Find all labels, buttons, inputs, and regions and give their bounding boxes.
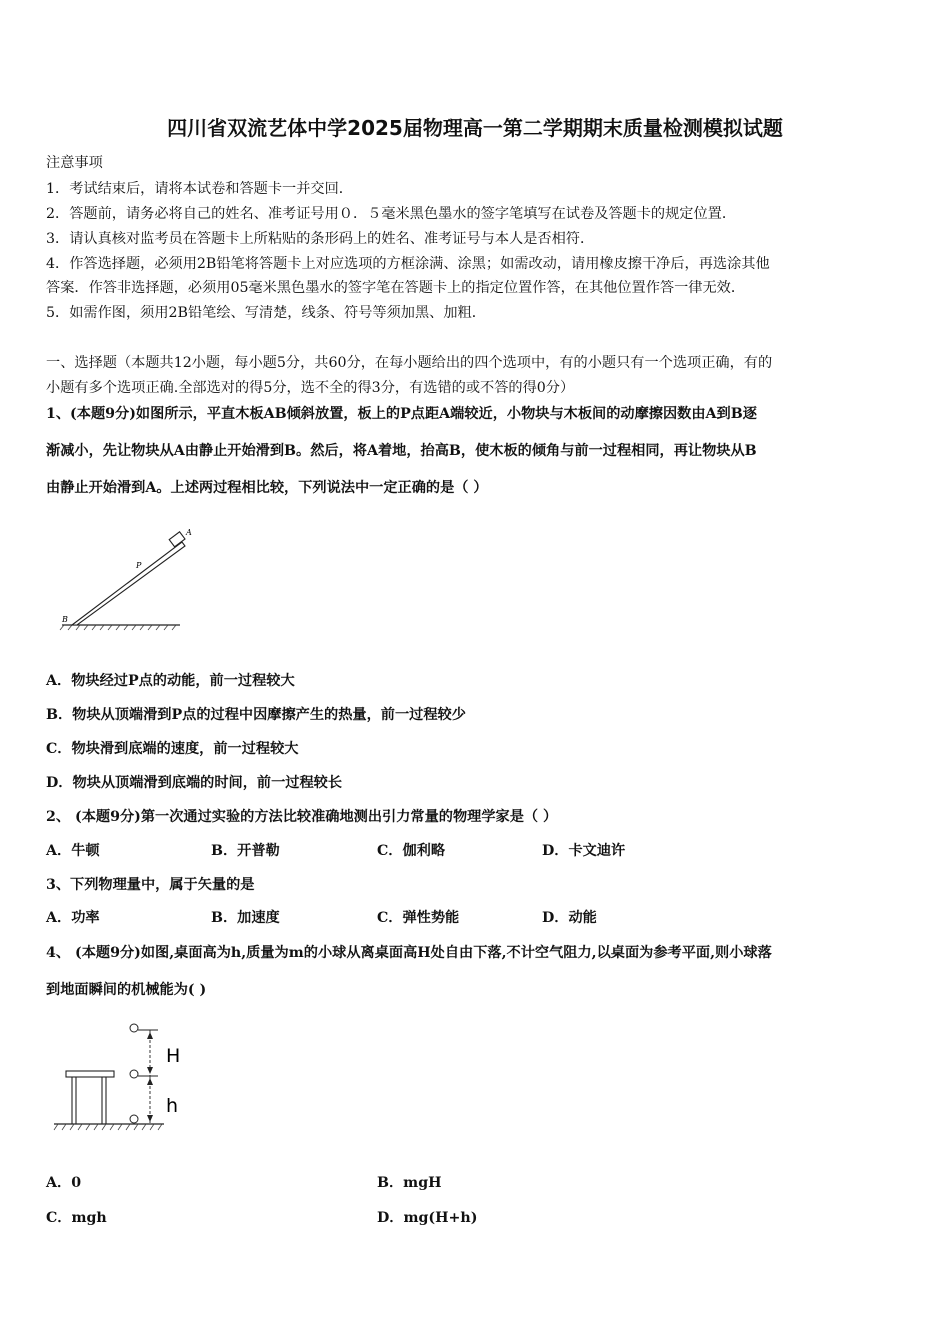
- label-b: B: [62, 615, 68, 624]
- ball-start: [130, 1024, 138, 1032]
- ground-hatch: [60, 625, 176, 630]
- q2-option-c[interactable]: C．伽利略: [377, 843, 446, 859]
- notice-item: 2．答题前，请务必将自己的姓名、准考证号用０．５毫米黑色墨水的签字笔填写在试卷及答题卡的规定位置．: [46, 206, 737, 222]
- q1-option-b[interactable]: B．物块从顶端滑到P点的过程中因摩擦产生的热量，前一过程较少: [46, 707, 466, 723]
- q1-stem-cont: 由静止开始滑到A。上述两过程相比较，下列说法中一定正确的是（ ）: [46, 480, 488, 496]
- notice-heading: 注意事项: [46, 155, 103, 171]
- q3-option-b[interactable]: B．加速度: [211, 910, 280, 926]
- notice-item: 5．如需作图，须用2B铅笔绘、写清楚，线条、符号等须加黑、加粗．: [46, 305, 486, 321]
- q4-option-c[interactable]: C．mgh: [46, 1210, 107, 1226]
- q1-stem-cont: 渐减小，先让物块从A由静止开始滑到B。然后，将A着地，抬高B，使木板的倾角与前一过程相同，再让物块从B: [46, 443, 757, 459]
- label-a: A: [186, 528, 192, 537]
- ball-table-level: [130, 1070, 138, 1078]
- q3-option-d[interactable]: D．动能: [542, 910, 597, 926]
- label-big-h: H: [166, 1045, 181, 1067]
- arrow-up: [147, 1078, 153, 1085]
- q4-option-b[interactable]: B．mgH: [377, 1175, 442, 1191]
- table-ball-figure: [50, 1020, 200, 1140]
- arrow-up: [147, 1032, 153, 1039]
- notice-item: 3．请认真核对监考员在答题卡上所粘贴的条形码上的姓名、准考证号与本人是否相符．: [46, 231, 595, 247]
- q2-option-d[interactable]: D．卡文迪许: [542, 843, 626, 859]
- q4-option-d[interactable]: D．mg(H+h): [377, 1210, 478, 1226]
- q3-stem: 3、下列物理量中，属于矢量的是: [46, 877, 255, 893]
- q1-stem: 1、(本题9分)如图所示，平直木板AB倾斜放置，板上的P点距A端较近，小物块与木板间的动摩擦因数由A到B逐: [46, 406, 757, 422]
- q2-option-a[interactable]: A．牛顿: [46, 843, 100, 859]
- notice-item: 答案．作答非选择题，必须用05毫米黑色墨水的签字笔在答题卡上的指定位置作答，在其他位置作答一律无效．: [46, 280, 746, 296]
- label-p: P: [136, 561, 142, 570]
- q1-option-a[interactable]: A．物块经过P点的动能，前一过程较大: [46, 673, 295, 689]
- ball-floor: [130, 1115, 138, 1123]
- q4-stem: 4、 (本题9分)如图,桌面高为h,质量为m的小球从离桌面高H处自由下落,不计空气阻力,以桌面为参考平面,则小球落: [46, 945, 772, 961]
- incline-figure: [58, 525, 192, 635]
- q4-option-a[interactable]: A．0: [46, 1175, 82, 1191]
- label-small-h: h: [166, 1095, 179, 1117]
- section-heading: 一、选择题（本题共12小题，每小题5分，共60分，在每小题给出的四个选项中，有的小题只有一个选项正确，有的: [46, 355, 773, 371]
- q4-stem-cont: 到地面瞬间的机械能为( ): [46, 982, 207, 998]
- q3-option-c[interactable]: C．弹性势能: [377, 910, 460, 926]
- table-top: [66, 1071, 114, 1077]
- q3-option-a[interactable]: A．功率: [46, 910, 100, 926]
- q1-option-c[interactable]: C．物块滑到底端的速度，前一过程较大: [46, 741, 299, 757]
- notice-item: 1．考试结束后，请将本试卷和答题卡一并交回．: [46, 181, 353, 197]
- q2-option-b[interactable]: B．开普勒: [211, 843, 280, 859]
- section-heading-cont: 小题有多个选项正确.全部选对的得5分，选不全的得3分，有选错的或不答的得0分）: [46, 380, 575, 396]
- page-title: 四川省双流艺体中学2025届物理高一第二学期期末质量检测模拟试题: [167, 116, 783, 140]
- arrow-down: [147, 1115, 153, 1122]
- arrow-down: [147, 1067, 153, 1074]
- incline-board: [72, 542, 185, 625]
- q2-stem: 2、 (本题9分)第一次通过实验的方法比较准确地测出引力常量的物理学家是（ ）: [46, 809, 558, 825]
- q1-option-d[interactable]: D．物块从顶端滑到底端的时间，前一过程较长: [46, 775, 343, 791]
- notice-item: 4．作答选择题，必须用2B铅笔将答题卡上对应选项的方框涂满、涂黑；如需改动，请用橡皮擦干净后，再选涂其他: [46, 256, 770, 272]
- floor-hatch: [54, 1124, 162, 1130]
